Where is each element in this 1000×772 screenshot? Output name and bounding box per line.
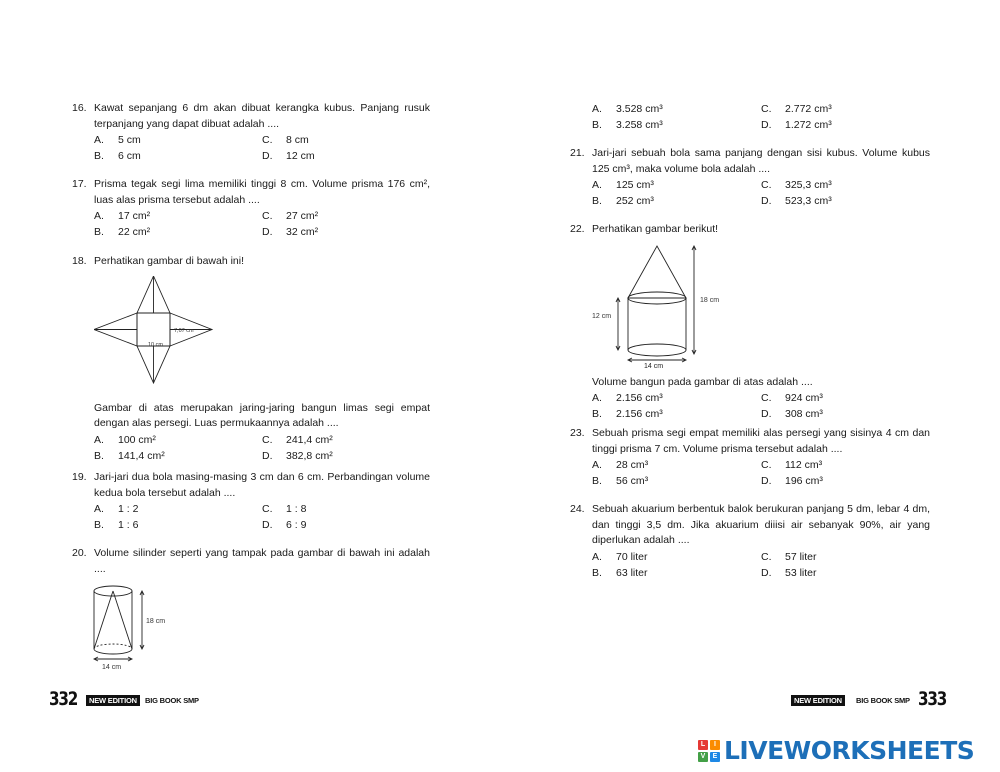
option-c[interactable]: C. 112 cm³ (761, 459, 823, 471)
question-number: 24. (570, 503, 585, 515)
question-number: 22. (570, 223, 585, 235)
question-text: Jari-jari dua bola masing-masing 3 cm dan 6 cm. Perbandingan volume kedua bola tersebut adalah .... (94, 471, 430, 499)
question-number: 21. (570, 147, 585, 159)
logo-text: LIVEWORKSHEETS (724, 736, 975, 765)
option-a[interactable]: A. 28 cm³ (592, 459, 649, 471)
question-number: 23. (570, 427, 585, 439)
option-c[interactable]: C. 924 cm³ (761, 392, 823, 404)
question-20-options (570, 101, 930, 133)
question-24 (570, 502, 930, 581)
option-a[interactable]: A. 1 : 2 (94, 503, 139, 515)
question-text: Perhatikan gambar di bawah ini! (94, 255, 245, 267)
book-label-left: BIG BOOK SMP (145, 696, 199, 705)
cylinder-bottom (628, 344, 686, 356)
question-16 (72, 101, 430, 164)
options (94, 208, 430, 240)
options (592, 549, 930, 581)
option-b[interactable]: B. 22 cm² (94, 226, 151, 238)
option-b[interactable]: B. 141,4 cm² (94, 449, 165, 462)
option-b[interactable]: B. 252 cm³ (592, 195, 654, 207)
options (592, 457, 930, 489)
option-c[interactable]: C. 27 cm² (262, 210, 319, 222)
question-19 (72, 470, 430, 533)
question-number: 17. (72, 178, 87, 190)
question-text-2: Gambar di atas merupakan jaring-jaring bangun limas segi empat dengan alas persegi. Luas permukaannya adalah .... (94, 401, 430, 429)
option-c[interactable]: C. 1 : 8 (262, 503, 307, 515)
cone-edge-right (113, 591, 132, 649)
option-d[interactable]: D. 523,3 cm³ (761, 195, 832, 207)
book-label-right: BIG BOOK SMP (856, 696, 910, 705)
label-slant: 7,07 cm (174, 327, 194, 334)
options (94, 501, 430, 533)
edition-badge-right: NEW EDITION (791, 695, 845, 706)
edition-badge-left: NEW EDITION (86, 695, 140, 706)
question-21 (570, 146, 930, 209)
question-number: 18. (72, 255, 87, 267)
option-d[interactable]: D. 1.272 cm³ (761, 119, 832, 131)
question-number: 20. (72, 547, 87, 559)
question-text: Jari-jari sebuah bola sama panjang dengan sisi kubus. Volume kubus 125 cm³, maka volume bola adalah .... (592, 147, 930, 175)
option-d[interactable]: D. 53 liter (761, 566, 817, 579)
option-b[interactable]: B. 56 cm³ (592, 475, 649, 487)
question-number: 16. (72, 102, 87, 114)
option-a[interactable]: A. 100 cm² (94, 433, 156, 446)
option-a[interactable]: A. 125 cm³ (592, 179, 654, 191)
cone (628, 246, 686, 298)
cone-edge-left (94, 591, 113, 649)
label-total: 18 cm (700, 296, 720, 304)
label-cyl: 12 cm (592, 312, 612, 320)
option-d[interactable]: D. 308 cm³ (761, 408, 823, 420)
option-a[interactable]: A. 5 cm (94, 134, 141, 146)
option-b[interactable]: B. 63 liter (592, 566, 648, 579)
options (592, 101, 930, 133)
option-a[interactable]: A. 3.528 cm³ (592, 103, 663, 115)
logo-block-l: L (698, 740, 708, 750)
label-side: 10 cm (148, 341, 163, 348)
cylinder-bottom (94, 649, 132, 654)
question-text: Prisma tegak segi lima memiliki tinggi 8 cm. Volume prisma 176 cm², luas alas prisma tersebut adalah .... (94, 178, 430, 206)
question-23 (570, 426, 930, 489)
option-d[interactable]: D. 382,8 cm² (262, 449, 333, 462)
logo-blocks-icon (698, 740, 720, 762)
option-c[interactable]: C. 325,3 cm³ (761, 179, 832, 191)
question-18 (72, 254, 430, 464)
option-a[interactable]: A. 17 cm² (94, 210, 151, 222)
label-diameter: 14 cm (102, 664, 122, 671)
cone-cylinder-figure (590, 242, 750, 364)
question-text: Volume silinder seperti yang tampak pada gambar di bawah ini adalah .... (94, 547, 430, 575)
liveworksheets-logo[interactable] (698, 736, 974, 765)
option-a[interactable]: A. 70 liter (592, 550, 648, 563)
options (592, 390, 930, 422)
logo-block-e: E (710, 752, 720, 762)
right-page-number: 333 (918, 688, 947, 710)
question-17 (72, 177, 430, 240)
options (94, 132, 430, 164)
question-text: Kawat sepanjang 6 dm akan dibuat kerangka kubus. Panjang rusuk terpanjang yang dapat dibuat adalah .... (94, 102, 430, 130)
option-b[interactable]: B. 1 : 6 (94, 519, 139, 531)
question-text-2: Volume bangun pada gambar di atas adalah .... (592, 375, 813, 388)
option-c[interactable]: C. 8 cm (262, 134, 309, 146)
options (94, 432, 430, 464)
option-c[interactable]: C. 57 liter (761, 550, 817, 563)
label-diameter: 14 cm (644, 362, 664, 370)
option-a[interactable]: A. 2.156 cm³ (592, 392, 663, 404)
option-d[interactable]: D. 6 : 9 (262, 519, 307, 531)
question-text: Perhatikan gambar berikut! (592, 223, 719, 235)
option-b[interactable]: B. 3.258 cm³ (592, 119, 663, 131)
options (592, 177, 930, 209)
option-d[interactable]: D. 12 cm (262, 150, 315, 162)
question-text: Sebuah akuarium berbentuk balok berukuran panjang 5 dm, lebar 4 dm, dan tinggi 3,5 dm. Jika akuarium diiisi air sebanyak 90%, air yang diperlukan adalah .... (592, 503, 930, 546)
question-20 (72, 546, 430, 673)
option-b[interactable]: B. 6 cm (94, 150, 141, 162)
pyramid-net-figure (94, 276, 224, 398)
option-d[interactable]: D. 196 cm³ (761, 475, 823, 487)
option-d[interactable]: D. 32 cm² (262, 226, 319, 238)
option-c[interactable]: C. 2.772 cm³ (761, 103, 832, 115)
logo-block-v: V (698, 752, 708, 762)
cylinder-cone-figure (86, 581, 196, 673)
left-page-number: 332 (49, 688, 78, 710)
question-number: 19. (72, 471, 87, 483)
option-b[interactable]: B. 2.156 cm³ (592, 408, 663, 420)
question-text: Sebuah prisma segi empat memiliki alas persegi yang sisinya 4 cm dan tinggi prisma 7 cm. Volume prisma tersebut adalah .... (592, 427, 930, 455)
logo-block-i: I (710, 740, 720, 750)
option-c[interactable]: C. 241,4 cm² (262, 433, 333, 446)
question-22 (570, 222, 930, 422)
label-height: 18 cm (146, 618, 166, 625)
